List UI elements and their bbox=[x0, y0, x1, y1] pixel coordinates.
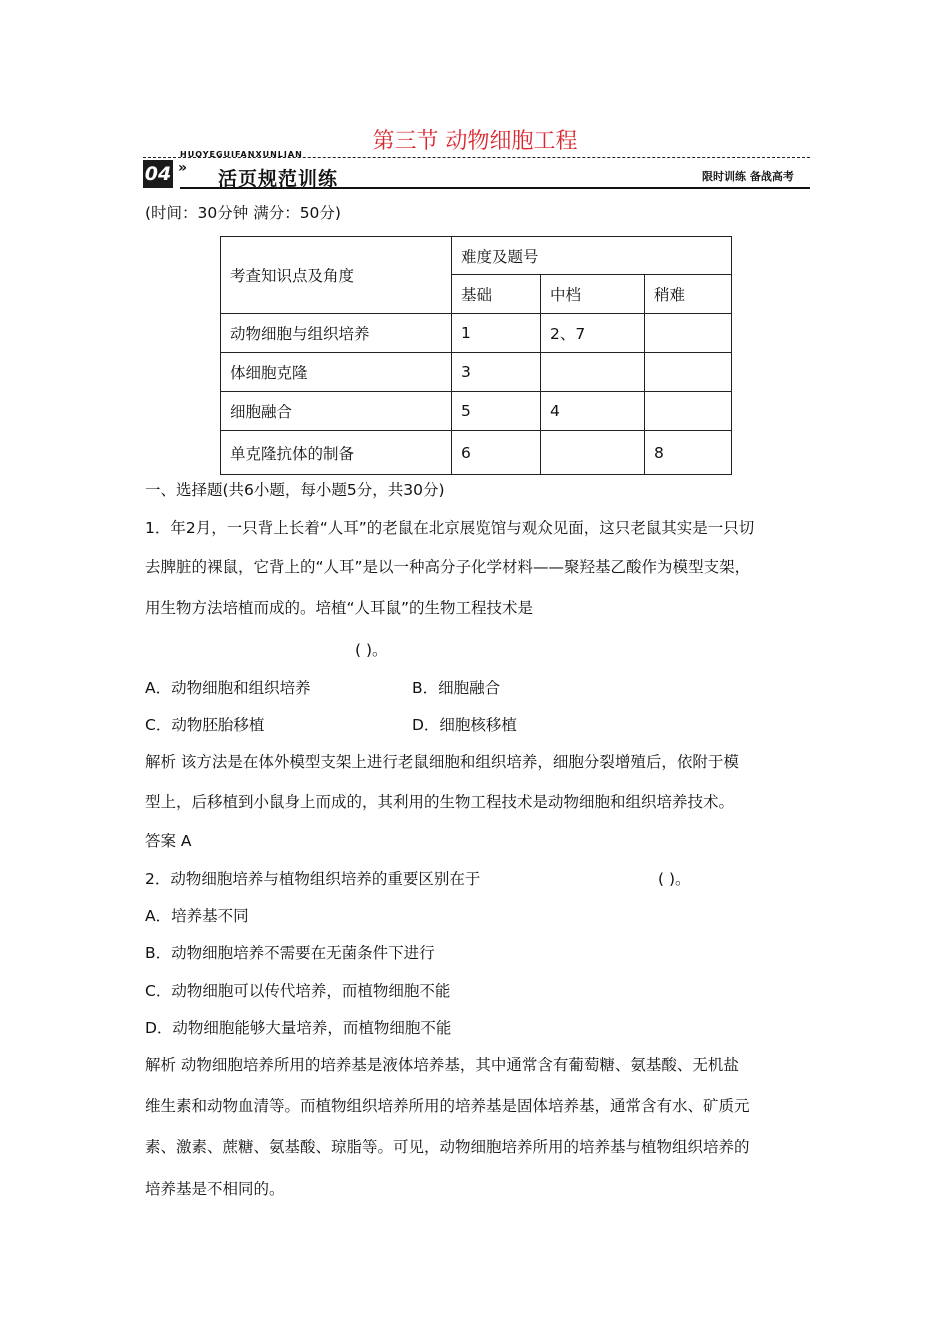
table-header-difficulty: 难度及题号 bbox=[452, 237, 732, 275]
table-row bbox=[221, 392, 732, 431]
q1-stem-line: 用生物方法培植而成的。培植“人耳鼠”的生物工程技术是 bbox=[145, 599, 534, 617]
table-header-basic: 基础 bbox=[452, 275, 541, 314]
banner-pinyin: HUOYEGUIFANXUNLIAN bbox=[180, 150, 303, 159]
time-score-info: (时间：30分钟 满分：50分) bbox=[145, 204, 341, 222]
banner-title: 活页规范训练 bbox=[218, 168, 339, 190]
q2-option-c: C．动物细胞可以传代培养，而植物细胞不能 bbox=[145, 982, 451, 1000]
table-header-topic: 考查知识点及角度 bbox=[221, 237, 452, 314]
table-cell-basic: 1 bbox=[452, 314, 541, 353]
table-cell-hard: 8 bbox=[645, 431, 732, 475]
page-title: 第三节 动物细胞工程 bbox=[372, 129, 578, 154]
q2-option-d: D．动物细胞能够大量培养，而植物细胞不能 bbox=[145, 1019, 452, 1037]
table-row bbox=[221, 353, 732, 392]
table-cell-medium: 4 bbox=[541, 392, 645, 431]
table-cell-basic: 5 bbox=[452, 392, 541, 431]
double-chevron-icon: » bbox=[178, 160, 188, 176]
table-cell-hard bbox=[645, 353, 732, 392]
q2-analysis-line: 培养基是不相同的。 bbox=[145, 1180, 285, 1198]
table-cell-medium: 2、7 bbox=[541, 314, 645, 353]
table-cell-basic: 3 bbox=[452, 353, 541, 392]
q1-stem-line: 去脾脏的裸鼠，它背上的“人耳”是以一种高分子化学材料——聚羟基乙酸作为模型支架， bbox=[145, 558, 751, 576]
table-cell-topic: 单克隆抗体的制备 bbox=[221, 431, 452, 475]
q1-option-c: C．动物胚胎移植 bbox=[145, 716, 265, 734]
table-row bbox=[221, 314, 732, 353]
q1-stem-line: 1．年2月，一只背上长着“人耳”的老鼠在北京展览馆与观众见面，这只老鼠其实是一只切 bbox=[145, 519, 755, 537]
table-header-medium: 中档 bbox=[541, 275, 645, 314]
q1-option-a: A．动物细胞和组织培养 bbox=[145, 679, 311, 697]
q1-answer-blank: ( )。 bbox=[355, 641, 388, 659]
q1-analysis-line: 型上，后移植到小鼠身上而成的，其利用的生物工程技术是动物细胞和组织培养技术。 bbox=[145, 793, 735, 811]
q1-analysis-line: 解析 该方法是在体外模型支架上进行老鼠细胞和组织培养，细胞分裂增殖后，依附于模 bbox=[145, 753, 739, 771]
table-cell-basic: 6 bbox=[452, 431, 541, 475]
q2-analysis-line: 解析 动物细胞培养所用的培养基是液体培养基，其中通常含有葡萄糖、氨基酸、无机盐 bbox=[145, 1056, 739, 1074]
banner-number-badge: 04 bbox=[143, 160, 173, 188]
banner-underline bbox=[180, 187, 810, 189]
q1-option-d: D．细胞核移植 bbox=[412, 716, 517, 734]
table-cell-medium bbox=[541, 431, 645, 475]
q2-analysis-line: 素、激素、蔗糖、氨基酸、琼脂等。可见，动物细胞培养所用的培养基与植物组织培养的 bbox=[145, 1138, 750, 1156]
q2-option-b: B．动物细胞培养不需要在无菌条件下进行 bbox=[145, 944, 435, 962]
knowledge-table bbox=[220, 236, 732, 475]
table-row bbox=[221, 431, 732, 475]
q2-stem: 2．动物细胞培养与植物组织培养的重要区别在于 bbox=[145, 870, 481, 888]
table-cell-topic: 体细胞克隆 bbox=[221, 353, 452, 392]
q2-answer-blank: ( )。 bbox=[658, 870, 691, 888]
table-cell-medium bbox=[541, 353, 645, 392]
table-cell-topic: 细胞融合 bbox=[221, 392, 452, 431]
q1-option-b: B．细胞融合 bbox=[412, 679, 501, 697]
q1-answer: 答案 A bbox=[145, 832, 192, 850]
q2-analysis-line: 维生素和动物血清等。而植物组织培养所用的培养基是固体培养基，通常含有水、矿质元 bbox=[145, 1097, 750, 1115]
table-cell-topic: 动物细胞与组织培养 bbox=[221, 314, 452, 353]
table-header-hard: 稍难 bbox=[645, 275, 732, 314]
table-cell-hard bbox=[645, 314, 732, 353]
table-cell-hard bbox=[645, 392, 732, 431]
banner-slogan: 限时训练 备战高考 bbox=[702, 170, 794, 183]
q2-option-a: A．培养基不同 bbox=[145, 907, 249, 925]
section-heading: 一、选择题(共6小题，每小题5分，共30分) bbox=[145, 481, 445, 499]
